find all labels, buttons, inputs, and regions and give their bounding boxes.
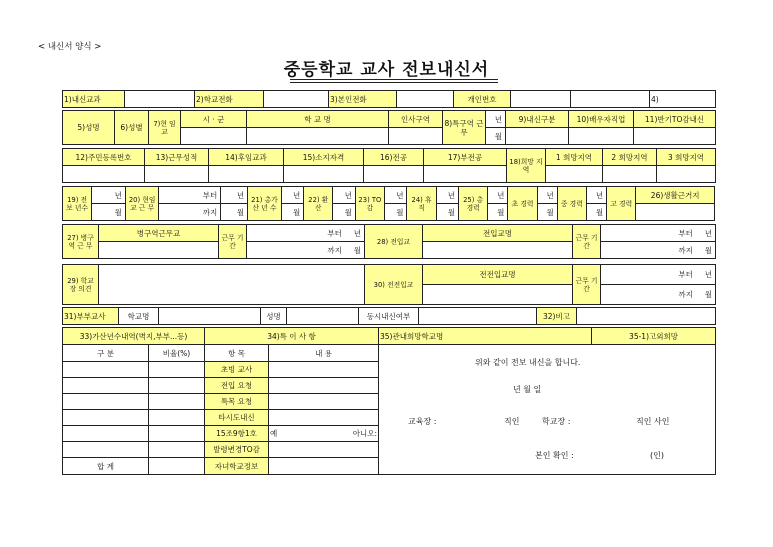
option-yes[interactable]: 예 — [270, 429, 278, 438]
unit-month: 월 — [281, 204, 303, 221]
unit-month: 월 — [221, 204, 248, 221]
header-ratio: 비율(%) — [149, 345, 205, 362]
label-from-year-2: 부터 년 — [601, 225, 716, 242]
label-middle-career: 중 경력 — [557, 187, 586, 221]
declaration-area — [379, 345, 716, 475]
field-sigun[interactable] — [181, 128, 247, 145]
field-desired-3[interactable] — [657, 166, 716, 183]
unit-month: 월 — [537, 204, 557, 221]
unit-year: 년 — [486, 111, 506, 128]
unit-month: 월 — [488, 204, 508, 221]
field-personnel-area[interactable] — [389, 128, 443, 145]
label-own-phone: 3)본인전화 — [329, 91, 397, 108]
row-5 — [62, 224, 716, 259]
label-military-school: 병구역근무교 — [99, 225, 219, 242]
label-qualification: 15)소지자격 — [284, 149, 364, 166]
label-high-career: 고 경력 — [607, 187, 636, 221]
field-own-phone[interactable] — [397, 91, 454, 108]
label-current-school-service: 20) 현임교 근 무 — [125, 187, 159, 221]
field-qualification[interactable] — [284, 166, 364, 183]
label-edu-chief: 교육장 : — [408, 417, 437, 426]
field-ratio[interactable] — [149, 378, 205, 394]
field-desired-1[interactable] — [546, 166, 603, 183]
field-ratio[interactable] — [149, 394, 205, 410]
field-previous-transfer-name[interactable] — [423, 285, 573, 305]
field-category[interactable] — [63, 378, 149, 394]
field-couple-school[interactable] — [159, 308, 261, 325]
unit-year: 년 — [436, 187, 458, 204]
field-application-type[interactable] — [506, 128, 569, 145]
field-spouse-job[interactable] — [569, 128, 634, 145]
label-from-year: 부터 년 — [247, 225, 365, 242]
form-label: < 내신서 양식 > — [38, 42, 102, 52]
unit-year: 년 — [281, 187, 303, 204]
field-category[interactable] — [63, 410, 149, 426]
item-label: 전입 요청 — [205, 378, 269, 394]
field-item-content[interactable] — [269, 442, 379, 458]
unit-month: 월 — [586, 204, 606, 221]
field-school-name[interactable] — [247, 128, 389, 145]
label-current-school: 7)현 임 교 — [149, 111, 181, 145]
row-3 — [62, 148, 716, 183]
label-spouse-job: 10)배우자직업 — [569, 111, 634, 128]
row-1 — [62, 90, 716, 108]
declaration-date: 년 월 일 — [513, 385, 542, 394]
label-couple-school: 학교명 — [119, 308, 159, 325]
label-until-month: 까지 월 — [247, 242, 365, 259]
field-category[interactable] — [63, 442, 149, 458]
label-transfer-years: 19) 전보 년수 — [63, 187, 92, 221]
label-application-type: 9)내신구분 — [506, 111, 569, 128]
label-residence-base: 26)생활근거지 — [636, 187, 715, 204]
label-seal-1: 직인 — [504, 417, 520, 426]
unit-month: 월 — [436, 204, 458, 221]
label-gender: 6)성별 — [115, 111, 149, 145]
item-label: 특목 요청 — [205, 394, 269, 410]
row-7 — [62, 307, 716, 325]
title-underline — [290, 79, 498, 80]
label-converted: 22) 환 산 — [304, 187, 333, 221]
row-2 — [62, 110, 716, 145]
label-special-notes: 34)특 이 사 항 — [205, 328, 379, 345]
label-principal-opinion: 29) 학교장 의견 — [63, 265, 99, 305]
label-personnel-area: 인사구역 — [389, 111, 443, 128]
label-total-bonus-years: 21) 총가산 년 수 — [248, 187, 282, 221]
label-to-reduction: 23) TO 감 — [355, 187, 384, 221]
label-previous-transfer-in: 30) 전전입교 — [365, 265, 423, 305]
label-desired-school: 35)관내희망학교명 — [379, 328, 592, 345]
field-blank[interactable] — [571, 91, 650, 108]
title-underline-2 — [290, 82, 498, 83]
field-item-content[interactable] — [269, 410, 379, 426]
label-bonus-years-detail: 33)가산년수내역(벽지,부부...등) — [63, 328, 205, 345]
label-until-month-3: 까지 월 — [601, 285, 716, 305]
label-personal-no: 개인번호 — [454, 91, 511, 108]
item-label: 자녀학교정보 — [205, 458, 269, 475]
field-transfer-in-name[interactable] — [423, 242, 573, 259]
unit-year: 년 — [586, 187, 606, 204]
label-service-period: 근무 기간 — [219, 225, 247, 259]
bottom-section — [62, 327, 716, 475]
label-school-name: 학 교 명 — [247, 111, 389, 128]
field-minor[interactable] — [424, 166, 507, 183]
label-desired-region: 18)희망 지역 — [507, 149, 546, 183]
field-remarks[interactable] — [577, 308, 716, 325]
label-simultaneous: 동시내신여부 — [359, 308, 419, 325]
label-sigun: 시 · 군 — [181, 111, 247, 128]
field-ratio[interactable] — [149, 442, 205, 458]
label-resident-no: 12)주민등록번호 — [63, 149, 145, 166]
label-self-confirm: 본인 확인 : — [535, 451, 574, 460]
field-major[interactable] — [364, 166, 424, 183]
label-service-period-3: 근무 기간 — [573, 265, 601, 305]
field-category[interactable] — [63, 426, 149, 442]
unit-month: 월 — [333, 204, 355, 221]
label-major: 16)전공 — [364, 149, 424, 166]
unit-year: 년 — [92, 187, 126, 204]
item-label: 타시도내신 — [205, 410, 269, 426]
field-principal-opinion[interactable] — [99, 265, 365, 305]
field-residence-base[interactable] — [636, 204, 715, 221]
label-until-month-2: 까지 월 — [601, 242, 716, 259]
label-special-area: 8)특구역 근 무 — [443, 111, 486, 145]
unit-year: 년 — [333, 187, 355, 204]
label-outside-desired: 35-1)고외희망 — [592, 328, 716, 345]
field-military-school[interactable] — [99, 242, 219, 259]
label-desired-1: 1 희망지역 — [546, 149, 603, 166]
field-half-year-to[interactable] — [634, 128, 716, 145]
field-subject[interactable] — [125, 91, 195, 108]
label-school-phone: 2)학교전화 — [195, 91, 264, 108]
field-item-content[interactable] — [269, 394, 379, 410]
field-ratio[interactable] — [149, 410, 205, 426]
item-label: 초빙 교사 — [205, 362, 269, 378]
label-desired-3: 3 희망지역 — [657, 149, 716, 166]
label-remarks: 32)비고 — [537, 308, 577, 325]
option-no[interactable]: 아니오: — [352, 429, 378, 438]
label-subject: 1)내신교과 — [63, 91, 125, 108]
header-category: 구 분 — [63, 345, 149, 362]
label-transfer-in-school: 28) 전입교 — [365, 225, 423, 259]
unit-year: 년 — [385, 187, 407, 204]
label-desired-2: 2 희망지역 — [603, 149, 657, 166]
header-content: 내 용 — [269, 345, 379, 362]
label-until: 까지 — [159, 204, 221, 221]
field-successor-subject[interactable] — [209, 166, 284, 183]
item-label: 발령변경TO감 — [205, 442, 269, 458]
label-elementary-career: 초 경력 — [508, 187, 537, 221]
yes-no-choice[interactable] — [269, 426, 379, 442]
label-couple-teacher: 31)부부교사 — [63, 308, 119, 325]
label-transfer-in-name: 전입교명 — [423, 225, 573, 242]
unit-month: 월 — [385, 204, 407, 221]
label-principal: 학교장 : — [542, 417, 571, 426]
unit-month: 월 — [92, 204, 126, 221]
declaration-text: 위와 같이 전보 내신을 합니다. — [475, 358, 581, 367]
label-minor: 17)부전공 — [424, 149, 507, 166]
label-leave: 24) 휴 직 — [407, 187, 436, 221]
label-seal-in: (인) — [650, 451, 664, 460]
label-total: 합 계 — [63, 458, 149, 475]
document-title: 중등학교 교사 전보내신서 — [283, 60, 490, 80]
header-item: 항 목 — [205, 345, 269, 362]
label-half-year-to: 11)반기TO감내신 — [634, 111, 716, 128]
field-item-content[interactable] — [269, 458, 379, 475]
field-item-content[interactable] — [269, 378, 379, 394]
label-couple-name: 성명 — [261, 308, 287, 325]
label-service-period-2: 근무 기간 — [573, 225, 601, 259]
label-4: 4) — [650, 91, 716, 108]
field-category[interactable] — [63, 394, 149, 410]
field-category[interactable] — [63, 362, 149, 378]
field-desired-2[interactable] — [603, 166, 657, 183]
item-label: 15조9항1호 — [205, 426, 269, 442]
label-military-area: 27) 병구역 근 무 — [63, 225, 99, 259]
label-previous-transfer-name: 전전입교명 — [423, 265, 573, 285]
label-performance: 13)근무성적 — [145, 149, 209, 166]
field-item-content[interactable] — [269, 362, 379, 378]
field-school-phone[interactable] — [264, 91, 329, 108]
row-4 — [62, 186, 715, 221]
unit-year: 년 — [488, 187, 508, 204]
field-total-ratio[interactable] — [149, 458, 205, 475]
unit-month: 월 — [486, 128, 506, 145]
label-successor-subject: 14)후임교과 — [209, 149, 284, 166]
field-ratio[interactable] — [149, 426, 205, 442]
unit-year: 년 — [537, 187, 557, 204]
label-seal-sign: 직인 사인 — [636, 417, 670, 426]
label-from: 부터 — [159, 187, 221, 204]
unit-year: 년 — [221, 187, 248, 204]
label-name: 5)성명 — [63, 111, 115, 145]
field-couple-name[interactable] — [287, 308, 359, 325]
field-simultaneous[interactable] — [419, 308, 537, 325]
label-from-year-3: 부터 년 — [601, 265, 716, 285]
field-ratio[interactable] — [149, 362, 205, 378]
row-6 — [62, 264, 716, 305]
field-resident-no[interactable] — [63, 166, 145, 183]
field-performance[interactable] — [145, 166, 209, 183]
label-total-career: 25) 총 경력 — [459, 187, 488, 221]
field-personal-no[interactable] — [511, 91, 571, 108]
